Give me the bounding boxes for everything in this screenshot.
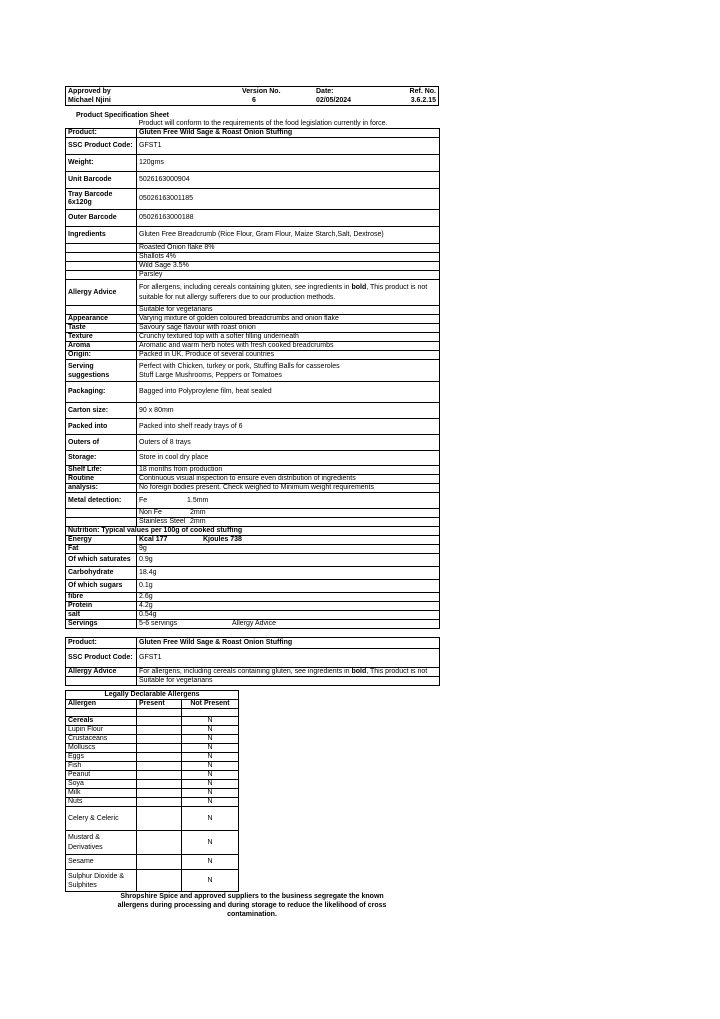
allergens-title: Legally Declarable Allergens [66, 691, 239, 700]
allergy-text: For allergens, including cereals containing gluten, see ingredients in bold, This product is not suitable for nut allergy sufferers due to our production methods. [137, 280, 440, 306]
ingredient-line: Roasted Onion flake 8% [137, 244, 440, 253]
saturates-value: 0.9g [137, 554, 440, 567]
table-row: Molluscs N [66, 744, 239, 753]
shelf-value: 18 months from production [137, 466, 440, 475]
servings-value: 5-6 servings [137, 620, 440, 629]
ingredient-line: Parsley [137, 271, 440, 280]
allergen-name: Lupin Flour [66, 726, 137, 735]
summary-product-value: Gluten Free Wild Sage & Roast Onion Stuffing [137, 638, 440, 649]
allergens-table [65, 690, 239, 892]
allergy-label: Allergy Advice [66, 280, 137, 306]
summary-ssc-value: GFST1 [137, 649, 440, 668]
ssc-label: SSC Product Code: [66, 138, 137, 155]
protein-value: 4.2g [137, 602, 440, 611]
product-label: Product: [66, 129, 137, 138]
aroma-value: Aromatic and warm herb notes with fresh cooked breadcrumbs [137, 342, 440, 351]
allergen-name: Celery & Celeric [66, 807, 137, 831]
allergen-name: Cereals [66, 717, 137, 726]
protein-label: Protein [66, 602, 137, 611]
table-row: Milk N [66, 789, 239, 798]
energy-label: Energy [66, 536, 137, 545]
ingredient-line: Shallots 4% [137, 253, 440, 262]
unit-barcode-label: Unit Barcode [66, 172, 137, 189]
carton-value: 90 x 80mm [137, 403, 440, 419]
allergen-name: Mustard & Derivatives [66, 831, 137, 855]
allergen-name: Molluscs [66, 744, 137, 753]
metal-label: Metal detection: [66, 493, 137, 509]
metal-nonfe: Non Fe 2mm [137, 509, 440, 518]
allergen-name: Sulphur Dioxide & Sulphites [66, 870, 137, 892]
approved-value: Michael Njini [68, 96, 111, 104]
allergen-name: Peanut [66, 771, 137, 780]
spec-table [65, 120, 440, 629]
carbohydrate-label: Carbohydrate [66, 567, 137, 580]
shelf-label: Shelf Life: [66, 466, 137, 475]
tray-barcode-label: Tray Barcode 6x120g [66, 189, 137, 210]
appearance-value: Varying mixture of golden coloured breadcrumbs and onion flake [137, 315, 440, 324]
ref-value: 3.6.2.15 [410, 96, 436, 104]
table-row: Celery & Celeric N [66, 807, 239, 831]
outers-label: Outers of [66, 435, 137, 451]
weight-value: 120gms [137, 155, 440, 172]
packed-value: Packed into shelf ready trays of 6 [137, 419, 440, 435]
sugars-value: 0.1g [137, 580, 440, 593]
ingredient-line: Gluten Free Breadcrumb (Rice Flour, Gram Flour, Maize Starch,Salt, Dextrose) [137, 227, 440, 244]
unit-barcode-value: 5026163000904 [137, 172, 440, 189]
summary-allergy-label: Allergy Advice [66, 668, 137, 677]
ingredients-label: Ingredients [66, 227, 137, 244]
allergen-name: Nuts [66, 798, 137, 807]
allergy-section-title: Allergy Advice [232, 620, 276, 627]
table-row: Eggs N [66, 753, 239, 762]
fibre-value: 2.6g [137, 593, 440, 602]
salt-value: 0.54g [137, 611, 440, 620]
servings-label: Servings [66, 620, 137, 629]
fibre-label: fibre [66, 593, 137, 602]
footer-note: Shropshire Spice and approved suppliers to the business segregate the known allergens during processing and during storage to reduce the likelihood of cross contamination. [117, 893, 387, 918]
appearance-label: Appearance [66, 315, 137, 324]
allergen-name: Crustaceans [66, 735, 137, 744]
allergen-name: Sesame [66, 855, 137, 870]
summary-ssc-label: SSC Product Code: [66, 649, 137, 668]
routine-value: Continuous visual inspection to ensure even distribution of ingredients [137, 475, 440, 484]
table-row: Peanut N [66, 771, 239, 780]
version-value: 6 [252, 96, 256, 104]
metal-ss: Stainless Steel 2mm [137, 518, 440, 527]
analysis-label: analysis: [66, 484, 137, 493]
aroma-label: Aroma [66, 342, 137, 351]
taste-value: Savoury sage flavour with roast onion [137, 324, 440, 333]
fat-label: Fat [66, 545, 137, 554]
date-value: 02/05/2024 [316, 96, 352, 104]
salt-label: salt [66, 611, 137, 620]
analysis-value: No foreign bodies present. Check weighed to Minimum weight requirements [137, 484, 440, 493]
col-not-present: Not Present [182, 700, 239, 709]
document-header [65, 86, 439, 106]
packed-label: Packed into [66, 419, 137, 435]
date-label: Date: [316, 87, 334, 95]
allergen-name: Soya [66, 780, 137, 789]
storage-value: Store in cool dry place [137, 451, 440, 466]
sugars-label: Of which sugars [66, 580, 137, 593]
routine-label: Routine [66, 475, 137, 484]
energy-value: Kcal 177 Kjoules 738 [137, 536, 440, 545]
ingredient-line: Wild Sage 3.5% [137, 262, 440, 271]
allergen-name: Fish [66, 762, 137, 771]
weight-label: Weight: [66, 155, 137, 172]
tray-barcode-value: 05026163001185 [137, 189, 440, 210]
table-row: Crustaceans N [66, 735, 239, 744]
spec-title: Product Specification Sheet [76, 112, 169, 119]
allergy-summary-table [65, 637, 440, 686]
summary-vegetarian: Suitable for vegetarians [137, 677, 440, 686]
allergen-name: Milk [66, 789, 137, 798]
ssc-value: GFST1 [137, 138, 440, 155]
summary-product-label: Product: [66, 638, 137, 649]
table-row: Mustard & Derivatives N [66, 831, 239, 855]
product-value: Gluten Free Wild Sage & Roast Onion Stuffing [137, 129, 440, 138]
table-row: Nuts N [66, 798, 239, 807]
storage-label: Storage: [66, 451, 137, 466]
packaging-label: Packaging: [66, 382, 137, 403]
carbohydrate-value: 18.4g [137, 567, 440, 580]
texture-value: Crunchy textured top with a softer filling underneath [137, 333, 440, 342]
table-row: Lupin Flour N [66, 726, 239, 735]
version-label: Version No. [242, 87, 281, 95]
table-row: Sulphur Dioxide & Sulphites N [66, 870, 239, 892]
origin-label: Origin: [66, 351, 137, 360]
saturates-label: Of which saturates [66, 554, 137, 567]
col-present: Present [137, 700, 182, 709]
packaging-value: Bagged into Polyproylene film, heat sealed [137, 382, 440, 403]
table-row: Sesame N [66, 855, 239, 870]
col-allergen: Allergen [66, 700, 137, 709]
ref-label: Ref. No. [409, 87, 436, 95]
approved-label: Approved by [68, 87, 111, 95]
metal-fe: Fe 1.5mm [137, 493, 440, 509]
allergen-name: Eggs [66, 753, 137, 762]
table-row: Soya N [66, 780, 239, 789]
carton-label: Carton size: [66, 403, 137, 419]
outer-barcode-value: 05026163000188 [137, 210, 440, 227]
legislation-text: Product will conform to the requirements of the food legislation currently in force. [138, 120, 388, 127]
table-row: Cereals N [66, 717, 239, 726]
outers-value: Outers of 8 trays [137, 435, 440, 451]
origin-value: Packed in UK. Produce of several countries [137, 351, 440, 360]
texture-label: Texture [66, 333, 137, 342]
taste-label: Taste [66, 324, 137, 333]
summary-allergy-text: For allergens, including cereals containing gluten, see ingredients in bold, This product is not [137, 668, 440, 677]
serving-value: Perfect with Chicken, turkey or pork, Stuffing Balls for casseroles Stuff Large Mushrooms, Peppers or Tomatoes [137, 360, 440, 382]
table-row: Fish N [66, 762, 239, 771]
vegetarian-note: Suitable for vegetarians [137, 306, 440, 315]
serving-label: Serving suggestions [66, 360, 137, 382]
fat-value: 9g [137, 545, 440, 554]
nutrition-title: Nutrition: Typical values per 100g of cooked stuffing [66, 527, 440, 536]
outer-barcode-label: Outer Barcode [66, 210, 137, 227]
